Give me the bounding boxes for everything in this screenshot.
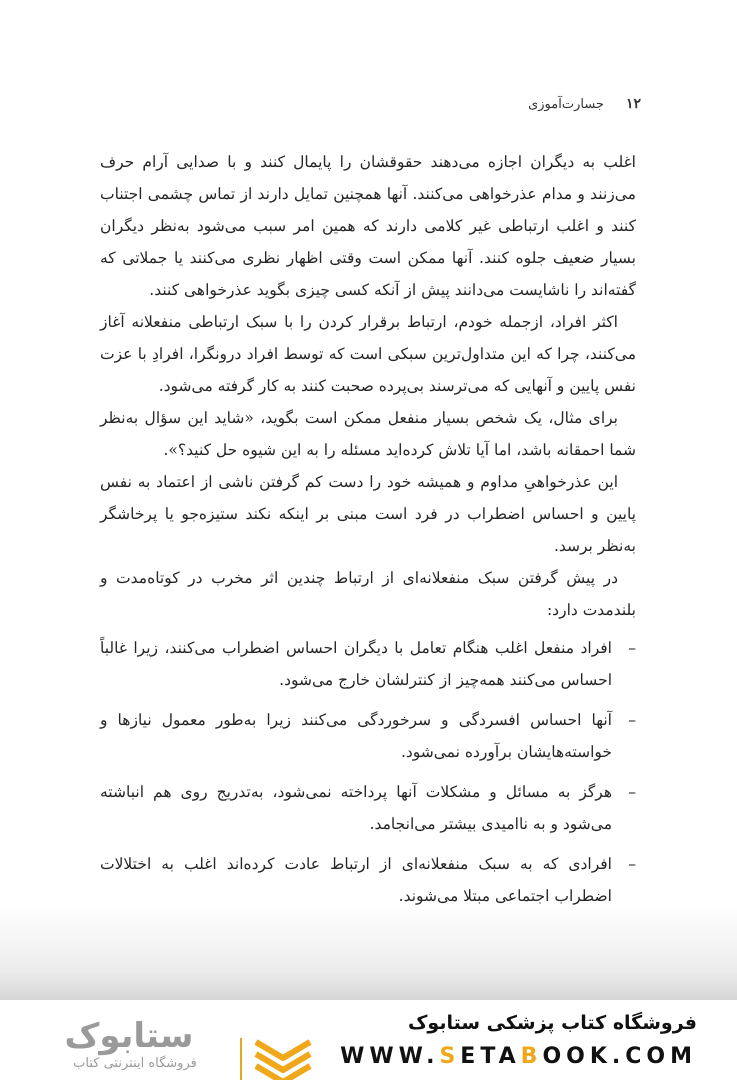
logo-wordmark: ستابوک: [64, 1016, 194, 1056]
body-text: [100, 146, 636, 920]
paragraph: اغلب به دیگران اجازه می‌دهند حقوقشان را پایمال کنند و با صدایی آرام حرف می‌زنند و مدام عذرخواهی می‌کنند. آنها همچنین تمایل دارند از تماس چشمی اجتناب کنند و اغلب ارتباطی غیر کلامی دارند که همین امر سبب می‌شود به‌نظر دیگران بسیار ضعیف جلوه کنند. آنها ممکن است وقتی اظهار نظری می‌کنند یا جملاتی که گفته‌اند را ناشایست می‌دانند پیش از آنکه کسی چیزی بگوید عذرخواهی کنند.: [100, 153, 636, 299]
paragraph: برای مثال، یک شخص بسیار منفعل ممکن است بگوید، «شاید این سؤال به‌نظر شما احمقانه باشد، اما آیا تلاش کرده‌اید مسئله را به این شیوه حل کنید؟».: [100, 409, 636, 459]
paragraph: در پیش گرفتن سبک منفعلانه‌ای از ارتباط چندین اثر مخرب در کوتاه‌مدت و بلندمدت دارد:: [100, 569, 636, 619]
bullet-item: [100, 776, 636, 840]
logo-divider: [240, 1038, 242, 1080]
bullet-item: [100, 848, 636, 912]
bullet-dash: –: [628, 855, 636, 873]
url-highlight: B: [520, 1044, 543, 1069]
url-highlight: S: [439, 1044, 461, 1069]
url-segment: OOK.COM: [542, 1044, 697, 1069]
bullet-dash: –: [628, 711, 636, 729]
chapter-title: جسارت‌آموزی: [528, 97, 604, 112]
paragraph: اکثر افراد، ازجمله خودم، ارتباط برقرار کردن را با سبک ارتباطی منفعلانه آغاز می‌کنند، چرا که این متداول‌ترین سبکی است که توسط افراد درونگرا، افرادِ با عزت نفس پایین و آنهایی که می‌ترسند بی‌پرده صحبت کنند به کار گرفته می‌شود.: [100, 313, 636, 395]
bullet-text: هرگز به مسائل و مشکلات آنها پرداخته نمی‌شود، به‌تدریج روی هم انباشته می‌شود و به ناامیدی بیشتر می‌انجامد.: [100, 783, 612, 833]
book-stack-icon: [252, 1036, 314, 1080]
paragraph: این عذرخواهیِ مداوم و همیشه خود را دست کم گرفتن ناشی از اعتماد به نفس پایین و احساس اضطراب در فرد است مبنی بر اینکه نکند ستیزه‌جو یا پرخاشگر به‌نظر برسد.: [100, 473, 636, 555]
store-url[interactable]: [340, 1044, 697, 1069]
page-number: ۱۲: [625, 96, 641, 112]
store-logo: [30, 1016, 300, 1076]
bullet-item: [100, 632, 636, 696]
url-segment: WWW.: [340, 1044, 440, 1069]
bullet-text: افرادی که به سبک منفعلانه‌ای از ارتباط عادت کرده‌اند اغلب به اختلالات اضطراب اجتماعی مبتلا می‌شوند.: [100, 855, 612, 905]
running-head: [528, 96, 641, 112]
bullet-list: [100, 632, 636, 912]
store-footer: [0, 1000, 737, 1080]
bullet-dash: –: [628, 783, 636, 801]
bullet-text: آنها احساس افسردگی و سرخوردگی می‌کنند زیرا به‌طور معمول نیازها و خواسته‌هایشان برآورده نمی‌شود.: [100, 711, 612, 761]
bullet-item: [100, 704, 636, 768]
store-name: فروشگاه کتاب پزشکی ستابوک: [407, 1012, 697, 1034]
bullet-text: افراد منفعل اغلب هنگام تعامل با دیگران احساس اضطراب می‌کنند، زیرا غالباً احساس می‌کنند همه‌چیز از کنترلشان خارج می‌شود.: [100, 639, 612, 689]
url-segment: ETA: [460, 1044, 521, 1069]
page-shadow: [0, 905, 737, 1000]
bullet-dash: –: [628, 639, 636, 657]
logo-tagline: فروشگاه اینترنتی کتاب: [73, 1056, 197, 1071]
